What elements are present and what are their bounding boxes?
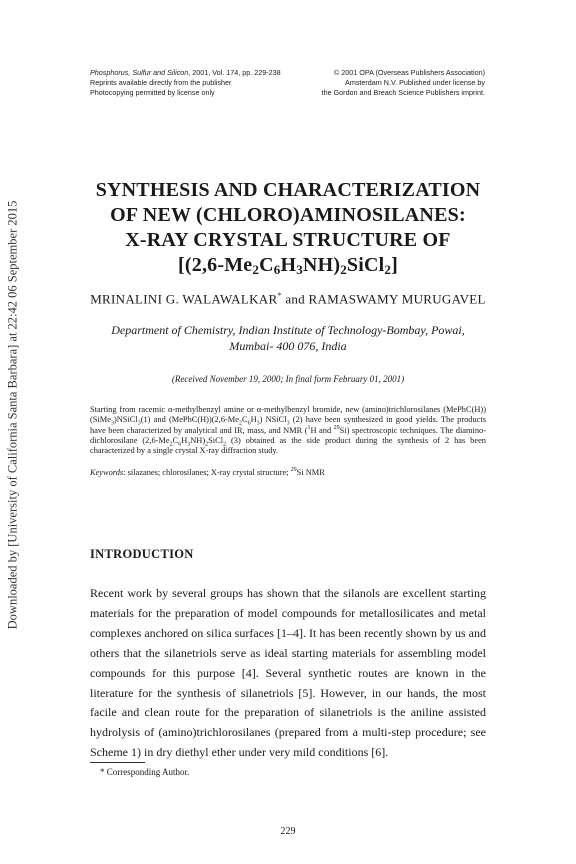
title-line-4: $[(2,6-Me_2C_6H_3NH)_2SiCl_2]$	[178, 254, 398, 277]
license-line: Amsterdam N.V. Published under license by	[345, 78, 485, 87]
download-watermark	[0, 0, 26, 864]
affiliation	[60, 322, 516, 354]
received-dates: (Received November 19, 2000; In final form February 01, 2001)	[171, 374, 405, 384]
author-2: RAMASWAMY MURUGAVEL	[308, 291, 486, 307]
footnote-divider	[90, 762, 145, 763]
download-watermark-text: Downloaded by [University of California Santa Barbara] at 22:42 06 September 2015	[5, 200, 20, 630]
copyright-line: © 2001 OPA (Overseas Publishers Association)	[334, 68, 485, 77]
abstract: Starting from racemic α-methylbenzyl amine or α-methylbenzyl bromide, new (amino)trichlorosilanes (MePhC(H))(SiMe$_3$)NSiCl$_3$(1) and $(MePhC(H))(2,6-Me_2C_6H_3)$ NSiCl$_3$ (2) have been synthesized in good yields. The products have been characterized by analytical and IR, mass, and NMR ($^1$H and $^{29}$Si) spectroscopic techniques. The diamino-dichlorosilane $(2,6-Me_2C_6H_3NH)_2SiCl_2$ (3) obtained as the side product during the synthesis of 2 has been characterized by a single crystal X-ray diffraction study.	[90, 405, 487, 456]
section-heading-introduction: INTRODUCTION	[90, 547, 194, 561]
affiliation-line-1: Department of Chemistry, Indian Institute of Technology-Bombay, Powai,	[111, 323, 465, 337]
title-line-3: X-RAY CRYSTAL STRUCTURE OF	[125, 229, 451, 251]
journal-citation	[90, 68, 310, 78]
footnote: * Corresponding Author.	[100, 767, 190, 777]
affiliation-line-2: Mumbai- 400 076, India	[229, 339, 347, 353]
author-list: MRINALINI G. WALAWALKAR* and RAMASWAMY MURUGAVEL	[90, 291, 486, 307]
journal-name: Phosphorus, Sulfur and Silicon	[90, 68, 189, 77]
reprints-note: Reprints available directly from the publisher	[90, 78, 232, 87]
introduction-paragraph: Recent work by several groups has shown that the silanols are excellent starting materials for the preparation of model compounds for metallosilicates and metal complexes anchored on silica surfaces [1–4]. It has been recently shown by us and others that the silanetriols serve as ideal starting materials for assembling model compounds for this purpose [4]. Several synthetic routes are known in the literature for the synthesis of silanetriols [5]. However, in our hands, the most facile and clean route for the preparation of silanetriols is the aniline assisted hydrolysis of (amino)trichlorosilanes (prepared from a multi-step procedure; see Scheme 1) in dry diethyl ether under very mild conditions [6].	[90, 586, 486, 760]
paper-title	[60, 178, 516, 278]
photocopy-note: Photocopying permitted by license only	[90, 88, 215, 97]
journal-header-left	[90, 68, 310, 98]
corresponding-mark: *	[277, 291, 282, 300]
page-number: 229	[280, 826, 296, 837]
title-line-1: SYNTHESIS AND CHARACTERIZATION	[95, 179, 481, 201]
imprint-line: the Gordon and Breach Science Publishers imprint.	[321, 88, 485, 97]
journal-header-right	[300, 68, 485, 98]
journal-volume-pages: , 2001, Vol. 174, pp. 229-238	[188, 68, 281, 77]
title-line-2: OF NEW (CHLORO)AMINOSILANES:	[110, 204, 466, 226]
keywords-label: Keywords	[90, 468, 124, 477]
keywords: Keywords: silazanes; chlorosilanes; X-ray crystal structure; $^{29}$Si NMR	[90, 467, 325, 477]
author-1: MRINALINI G. WALAWALKAR	[90, 291, 278, 307]
